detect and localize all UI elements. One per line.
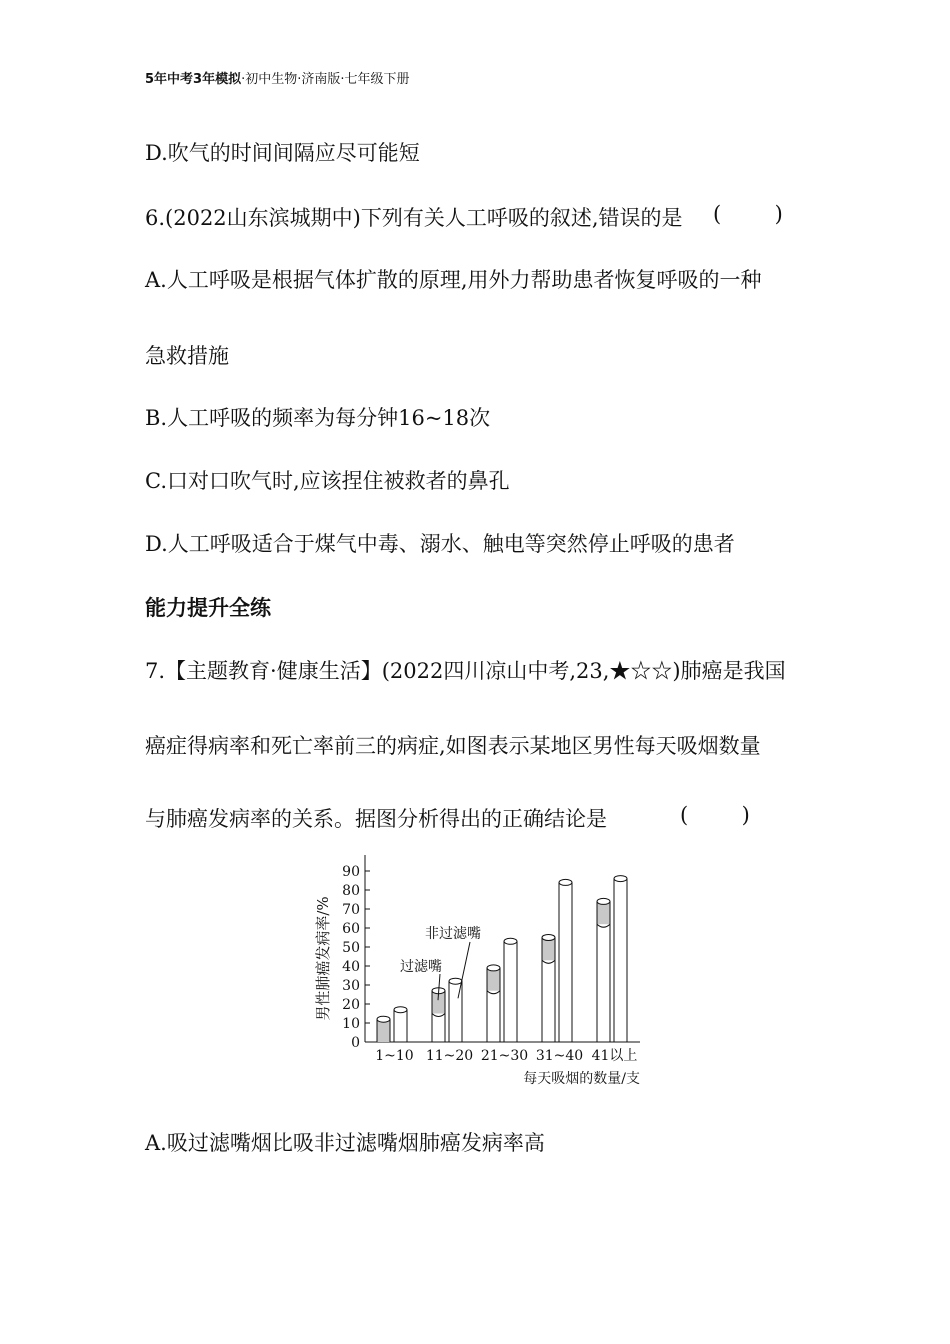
- q6-answer-blank: ( ): [713, 202, 783, 226]
- x-tick-label: 31~40: [535, 1048, 584, 1064]
- q7-text: 与肺癌发病率的关系。据图分析得出的正确结论是: [145, 807, 607, 831]
- y-tick-label: 40: [342, 959, 360, 975]
- filter-bar-segment-curve: [542, 960, 555, 963]
- lung-cancer-chart: [300, 845, 660, 1095]
- nonfilter-bar-top: [504, 938, 517, 944]
- filter-bar-top: [487, 965, 500, 971]
- q7-stem-line2: 癌症得病率和死亡率前三的病症,如图表示某地区男性每天吸烟数量: [145, 734, 761, 758]
- q6-text: 6.(2022山东滨城期中)下列有关人工呼吸的叙述,错误的是: [145, 206, 683, 230]
- filter-bar-top: [597, 898, 610, 904]
- q6-option-c: C.口对口吹气时,应该捏住被救者的鼻孔: [145, 469, 510, 493]
- filter-bar-top: [377, 1016, 390, 1022]
- q5-option-d: D.吹气的时间间隔应尽可能短: [145, 141, 420, 165]
- y-tick-label: 0: [351, 1035, 360, 1051]
- q7-option-a: A.吸过滤嘴烟比吸非过滤嘴烟肺癌发病率高: [145, 1131, 545, 1155]
- annotation-nonfilter-leader: [458, 942, 470, 998]
- filter-bar-segment-curve: [597, 924, 610, 927]
- nonfilter-bar-top: [449, 978, 462, 984]
- y-tick-label: 60: [342, 921, 360, 937]
- header-brand: 5年中考3年模拟: [145, 72, 242, 87]
- nonfilter-bar-top: [394, 1007, 407, 1013]
- x-tick-label: 11~20: [425, 1048, 474, 1064]
- y-tick-label: 70: [342, 902, 360, 918]
- q6-option-d: D.人工呼吸适合于煤气中毒、溺水、触电等突然停止呼吸的患者: [145, 532, 735, 556]
- filter-bar-segment-curve: [487, 991, 500, 994]
- nonfilter-bar-top: [559, 879, 572, 885]
- y-axis-label: 男性肺癌发病率/%: [314, 896, 332, 1021]
- x-tick-label: 41以上: [591, 1048, 638, 1064]
- q7-stem-line1: 7.【主题教育·健康生活】(2022四川凉山中考,23,★☆☆)肺癌是我国: [145, 659, 786, 683]
- y-tick-label: 50: [342, 940, 360, 956]
- x-tick-label: 21~30: [480, 1048, 529, 1064]
- y-tick-label: 80: [342, 883, 360, 899]
- annotation-nonfilter: 非过滤嘴: [425, 926, 481, 942]
- nonfilter-bar-top: [614, 876, 627, 882]
- filter-bar-segment-curve: [432, 1014, 445, 1017]
- q6-stem: [145, 202, 783, 232]
- y-tick-label: 30: [342, 978, 360, 994]
- section-title: 能力提升全练: [145, 596, 271, 620]
- x-axis-label: 每天吸烟的数量/支: [523, 1071, 640, 1087]
- y-tick-label: 10: [342, 1016, 360, 1032]
- q6-option-a-line2: 急救措施: [145, 344, 229, 368]
- q6-option-b: B.人工呼吸的频率为每分钟16~18次: [145, 406, 491, 430]
- q7-stem-line3: [145, 803, 750, 833]
- q7-answer-blank: ( ): [680, 803, 750, 827]
- y-tick-label: 90: [342, 864, 360, 880]
- y-tick-label: 20: [342, 997, 360, 1013]
- annotation-filter: 过滤嘴: [400, 959, 442, 975]
- filter-bar-top: [542, 935, 555, 941]
- x-tick-label: 1~10: [375, 1048, 414, 1064]
- page-header: [145, 68, 410, 87]
- q6-option-a-line1: A.人工呼吸是根据气体扩散的原理,用外力帮助患者恢复呼吸的一种: [145, 268, 762, 292]
- header-subtitle: ·初中生物·济南版·七年级下册: [241, 72, 410, 87]
